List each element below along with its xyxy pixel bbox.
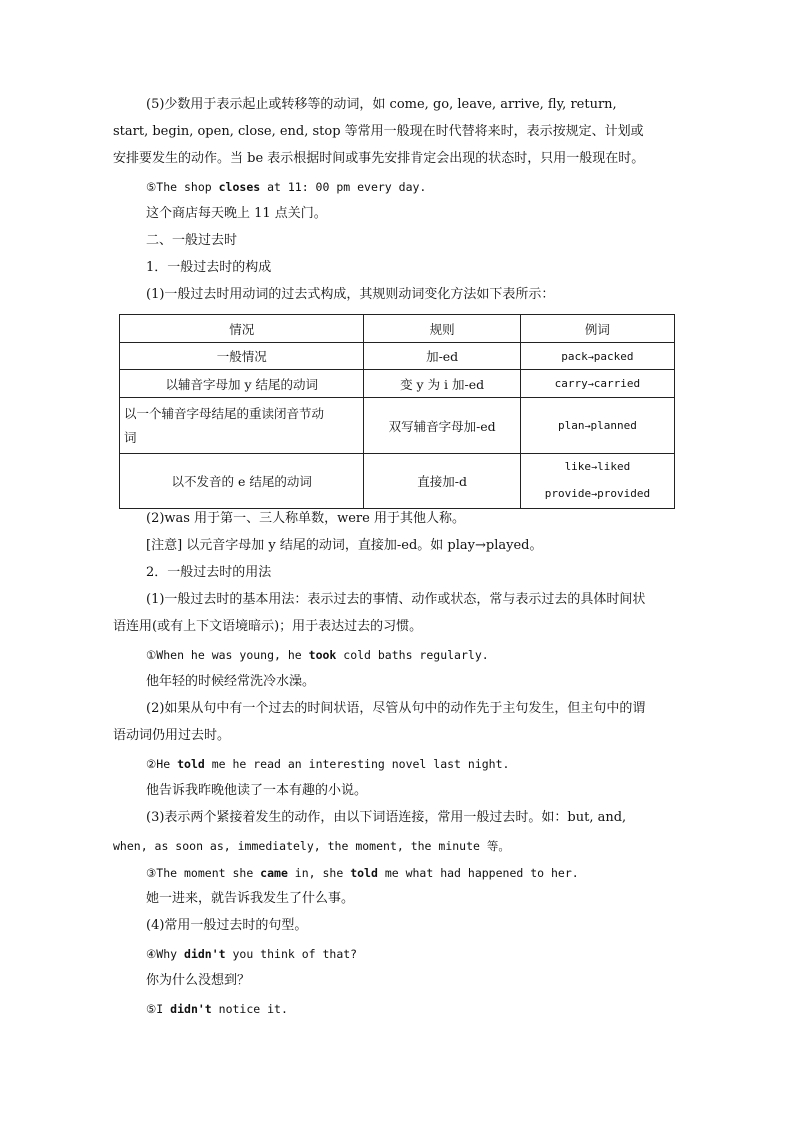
base-verb: like <box>564 460 592 473</box>
example-4-translation: 你为什么没想到？ <box>146 973 251 988</box>
verb-rules-table <box>119 314 675 509</box>
base-verb: pack <box>561 349 588 363</box>
table-cell-example <box>520 454 674 509</box>
example-text: cold baths regularly. <box>336 648 489 662</box>
section-heading: 二、一般过去时 <box>146 233 238 248</box>
sec5-line1: (5)少数用于表示起止或转移等的动词，如 come, go, leave, arrive, fly, return, <box>146 97 617 112</box>
table-cell-rule: 变 y 为 i 加-ed <box>364 370 520 398</box>
table-row <box>120 398 675 454</box>
table-cell-case: 一般情况 <box>120 343 364 370</box>
base-verb: carry <box>554 377 588 390</box>
table-header-row <box>120 315 675 343</box>
subsection-heading: 1．一般过去时的构成 <box>146 260 272 275</box>
arrow-icon: → <box>584 421 591 432</box>
table-cell-case <box>120 398 364 454</box>
table-cell-example <box>520 343 674 370</box>
subsection-heading: 2．一般过去时的用法 <box>146 565 272 580</box>
example-text: you think of that? <box>225 947 358 961</box>
example-text: in, she <box>287 866 351 880</box>
table-cell-rule: 双写辅音字母加-ed <box>364 398 520 454</box>
table-cell-rule: 加-ed <box>364 343 520 370</box>
table-header-cell: 例词 <box>520 315 674 343</box>
sec5-line2: start, begin, open, close, end, stop 等常用一般现在时代替将来时，表示按规定、计划或 <box>113 124 644 139</box>
past-verb: planned <box>590 419 637 432</box>
table-row <box>120 454 675 509</box>
table-cell-case: 以辅音字母加 y 结尾的动词 <box>120 370 364 398</box>
usage-3-line2: when, as soon as, immediately, the moment, the minute 等。 <box>113 839 510 853</box>
arrow-icon: → <box>591 462 598 473</box>
table-cell-example <box>520 370 674 398</box>
example-text: notice it. <box>211 1002 288 1016</box>
usage-2-line1: (2)如果从句中有一个过去的时间状语，尽管从句中的动作先于主句发生，但主句中的谓 <box>146 701 646 716</box>
example-bold-verb: closes <box>218 180 261 194</box>
example-5-sentence <box>146 178 716 196</box>
past-verb: provided <box>597 487 651 500</box>
example-bold-verb: came <box>260 866 288 880</box>
example-5-translation: 这个商店每天晚上 11 点关门。 <box>146 206 327 221</box>
example-bold-verb: didn't <box>184 947 226 961</box>
example-text: me he read an interesting novel last night. <box>204 757 510 771</box>
example-2-translation: 他告诉我昨晚他读了一本有趣的小说。 <box>146 783 368 798</box>
example-3-sentence <box>146 864 716 882</box>
example-bold-verb: told <box>350 866 378 880</box>
example-5b-sentence <box>146 1000 716 1018</box>
usage-3-line1: (3)表示两个紧接着发生的动作，由以下词语连接，常用一般过去时。如：but, and, <box>146 810 627 825</box>
case-text: 以一个辅音字母结尾的重读闭音节动 <box>124 405 325 421</box>
example-text: me what had happened to her. <box>377 866 579 880</box>
table-header-cell: 情况 <box>120 315 364 343</box>
case-text: 词 <box>124 429 137 445</box>
example-1-translation: 他年轻的时候经常洗冷水澡。 <box>146 674 316 689</box>
arrow-icon: → <box>591 489 598 500</box>
table-row <box>120 343 675 370</box>
example-bold-verb: told <box>177 757 205 771</box>
table-header-cell: 规则 <box>364 315 520 343</box>
example-text: ①When he was young, he <box>146 648 309 662</box>
past-verb: carried <box>593 377 641 390</box>
example-3-translation: 她一进来，就告诉我发生了什么事。 <box>146 891 355 906</box>
usage-4: (4)常用一般过去时的句型。 <box>146 918 308 933</box>
table-cell-case: 以不发音的 e 结尾的动词 <box>120 454 364 509</box>
table-row <box>120 370 675 398</box>
example-pair <box>525 454 670 481</box>
example-2-sentence <box>146 755 716 773</box>
example-bold-verb: took <box>308 648 337 662</box>
example-text: at 11: 00 pm every day. <box>260 180 427 194</box>
example-pair <box>525 481 670 508</box>
usage-1-line2: 语连用(或有上下文语境暗示)；用于表达过去的习惯。 <box>113 619 423 634</box>
example-1-sentence <box>146 646 716 664</box>
example-text: ⑤I <box>146 1002 171 1016</box>
example-text: ③The moment she <box>146 866 261 880</box>
example-4-sentence <box>146 945 716 963</box>
was-were-rule: (2)was 用于第一、三人称单数，were 用于其他人称。 <box>146 511 465 526</box>
example-bold-verb: didn't <box>170 1002 212 1016</box>
past-verb: liked <box>597 460 631 473</box>
usage-2-line2: 语动词仍用过去时。 <box>113 728 231 743</box>
base-verb: provide <box>544 487 592 500</box>
table-cell-rule: 直接加-d <box>364 454 520 509</box>
base-verb: plan <box>557 419 585 432</box>
arrow-icon: → <box>587 351 594 363</box>
usage-1-line1: (1)一般过去时的基本用法：表示过去的事情、动作或状态，常与表示过去的具体时间状 <box>146 592 646 607</box>
table-cell-example <box>520 398 674 454</box>
sec5-line3: 安排要发生的动作。当 be 表示根据时间或事先安排肯定会出现的状态时，只用一般现在时。 <box>113 151 645 166</box>
example-text: ④Why <box>146 947 185 961</box>
example-text: ②He <box>146 757 178 771</box>
table-intro: (1)一般过去时用动词的过去式构成，其规则动词变化方法如下表所示： <box>146 287 555 302</box>
example-text: ⑤The shop <box>146 180 219 194</box>
note: [注意] 以元音字母加 y 结尾的动词，直接加-ed。如 play→played。 <box>146 538 543 553</box>
arrow-icon: → <box>587 379 594 390</box>
past-verb: packed <box>593 349 634 363</box>
